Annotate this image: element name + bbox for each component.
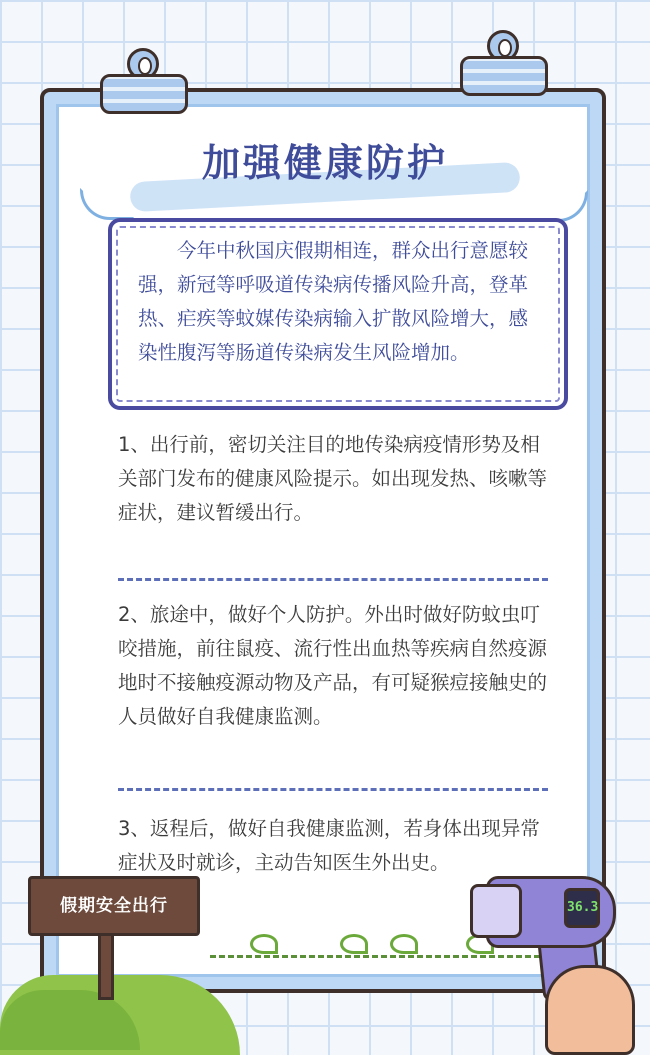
section-during-travel: 2、旅途中，做好个人防护。外出时做好防蚊虫叮咬措施，前往鼠疫、流行性出血热等疾病自然疫源地时不接触疫源动物及产品，有可疑猴痘接触史的人员做好自我健康监测。 (118, 603, 548, 728)
travel-safety-sign: 假期安全出行 (28, 876, 200, 936)
page-title: 加强健康防护 (201, 141, 448, 185)
ground-line (210, 955, 540, 958)
sign-post-icon (98, 930, 114, 1000)
intro-box: 今年中秋国庆假期相连，群众出行意愿较强，新冠等呼吸道传染病传播风险升高，登革热、疟疾等蚊媒传染病输入扩散风险增大，感染性腹泻等肠道传染病发生风险增加。 (108, 218, 568, 410)
sprout-icon (340, 934, 368, 954)
section-divider (118, 788, 548, 791)
sprout-icon (390, 934, 418, 954)
thermometer-sensor (470, 884, 522, 938)
section-before-travel: 1、出行前，密切关注目的地传染病疫情形势及相关部门发布的健康风险提示。如出现发热、咳嗽等症状，建议暂缓出行。 (118, 433, 548, 524)
section-divider (118, 578, 548, 581)
section-after-return: 3、返程后，做好自我健康监测，若身体出现异常症状及时就诊，主动告知医生外出史。 (118, 817, 540, 874)
clipboard-clip-icon (100, 48, 188, 118)
thermometer-reading: 36.3 (564, 888, 600, 928)
sprout-icon (250, 934, 278, 954)
clipboard-clip-icon (460, 30, 548, 100)
